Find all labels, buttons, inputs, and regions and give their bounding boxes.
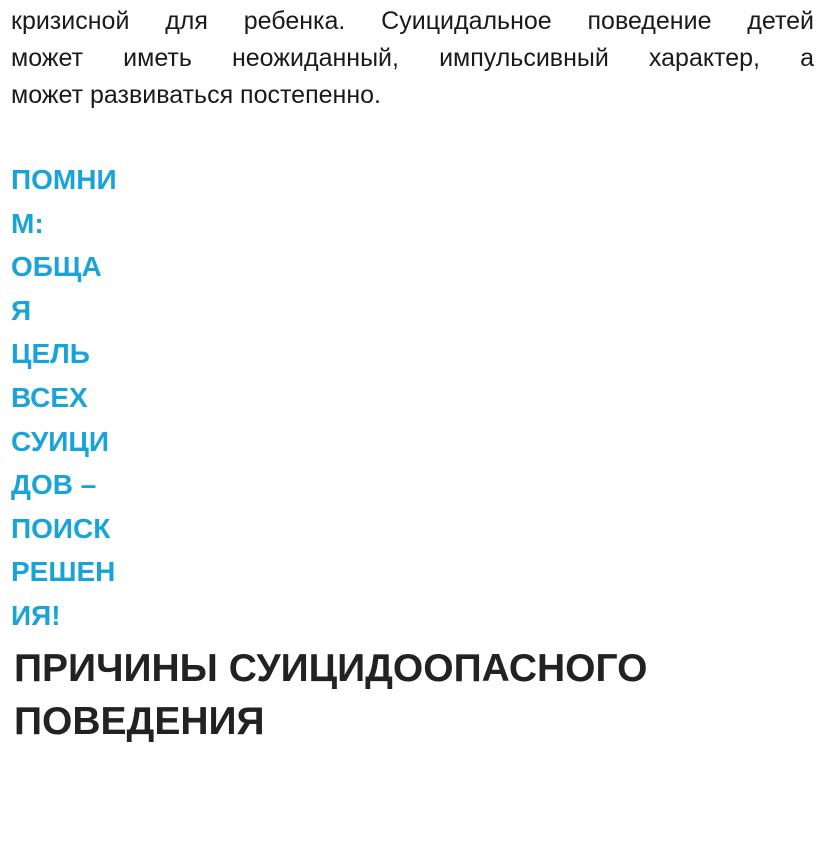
section-heading-line: ПОВЕДЕНИЯ — [14, 700, 265, 743]
reminder-line: М: — [11, 207, 44, 239]
reminder-line: СУИЦИ — [11, 425, 109, 457]
section-heading-line: ПРИЧИНЫ СУИЦИДООПАСНОГО — [14, 647, 648, 690]
intro-paragraph — [11, 3, 814, 114]
reminder-line: ПОМНИ — [11, 164, 117, 195]
reminder-line: Я — [11, 294, 32, 326]
reminder-line: ВСЕХ — [11, 381, 88, 413]
intro-line: может иметь неожиданный, импульсивный характер, а — [11, 44, 814, 72]
intro-line: может развиваться постепенно. — [11, 81, 381, 109]
reminder-line: ИЯ! — [11, 599, 61, 631]
intro-line: кризисной для ребенка. Суицидальное поведение детей — [11, 7, 814, 35]
reminder-line: ОБЩА — [11, 251, 102, 283]
reminder-line: ПОИСК — [11, 512, 111, 544]
reminder-line: ДОВ – — [11, 469, 97, 501]
section-heading — [14, 642, 647, 748]
reminder-line: ЦЕЛЬ — [11, 338, 90, 370]
reminder-line: РЕШЕН — [11, 556, 116, 588]
reminder-callout — [11, 158, 117, 638]
